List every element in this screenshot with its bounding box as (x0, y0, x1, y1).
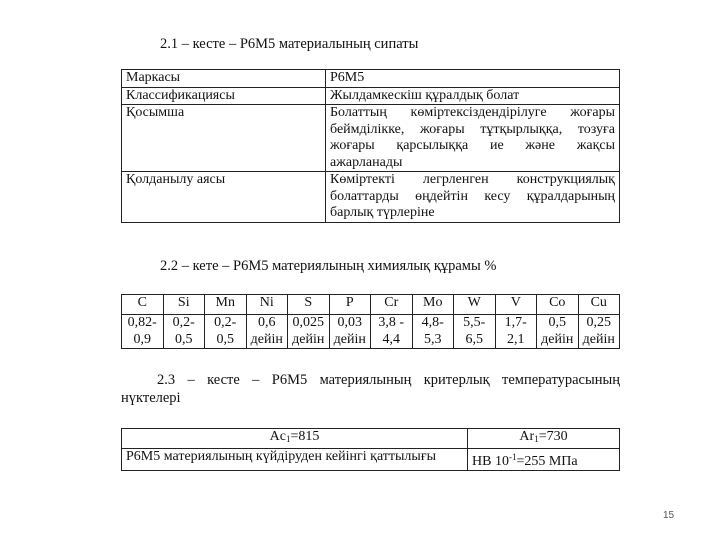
table-cell (454, 315, 496, 349)
header-cell: Mo (412, 295, 454, 315)
table-cell (326, 172, 620, 223)
cell-line: 2,1 (507, 331, 525, 347)
ar1-value: =730 (538, 429, 568, 444)
text-line: барлық түрлеріне (330, 205, 435, 220)
text-line: Болаттың көміртексіздендірілуге жоғары (330, 105, 615, 120)
header-cell: Cu (578, 295, 620, 315)
ac1-subscript: 1 (285, 434, 291, 444)
cell-line: 0,2- (172, 315, 195, 330)
cell-line: 5,3 (424, 331, 442, 347)
text-line: Көміртекті легрленген конструкциялық (330, 172, 615, 187)
table-cell (495, 315, 537, 349)
table-row (122, 448, 620, 471)
caption-line: 2.3 – кесте – Р6М5 материялының критерлық температурасының (157, 372, 620, 388)
cell-line: 0,25 (586, 315, 611, 330)
critical-temperature-table (121, 428, 620, 471)
header-cell: C (122, 295, 164, 315)
table-cell (329, 315, 371, 349)
table-row (122, 315, 620, 349)
cell-line: 0,2- (214, 315, 237, 330)
chemical-composition-table (121, 294, 620, 349)
table-cell (468, 448, 620, 471)
table-header-row (122, 295, 620, 315)
material-properties-table (121, 69, 620, 223)
header-cell: Ni (246, 295, 288, 315)
table-cell (326, 105, 620, 172)
table-cell (468, 429, 620, 449)
text-line: болаттарды өңдейтін кесу құралдарының (330, 188, 615, 204)
cell-line: 0,025 (292, 315, 324, 330)
cell-line: 3,8 - (378, 315, 405, 330)
table-cell: Классификациясы (122, 87, 326, 105)
table-row (122, 87, 620, 105)
cell-line: 5,5- (463, 315, 486, 330)
hardness-value: =255 МПа (516, 453, 578, 469)
cell-line: 0,82- (127, 315, 157, 330)
table-row (122, 172, 620, 223)
table-row (122, 105, 620, 172)
header-cell: Si (163, 295, 205, 315)
cell-line: дейін (292, 331, 325, 347)
text-line: беймділікке, жоғары тұтқырлыққа, тозуға (330, 121, 615, 137)
table-cell: Р6М5 (326, 70, 620, 88)
table-cell: Маркасы (122, 70, 326, 88)
cell-line: 0,5 (175, 331, 193, 347)
hardness-superscript: -1 (508, 451, 517, 462)
table-cell (288, 315, 330, 349)
table-row (122, 70, 620, 88)
hardness-prefix: HB 10 (472, 453, 509, 469)
table-cell: Қолданылу аясы (122, 172, 326, 223)
cell-line: дейін (333, 331, 366, 347)
header-cell: S (288, 295, 330, 315)
cell-line: дейін (250, 331, 283, 347)
page-number: 15 (663, 510, 675, 521)
table-cell (122, 429, 468, 449)
cell-line: дейін (582, 331, 615, 347)
table-cell (163, 315, 205, 349)
header-cell: Co (537, 295, 579, 315)
header-cell: Mn (205, 295, 247, 315)
table-cell: Р6М5 материялының күйдіруден кейінгі қаттылығы (122, 448, 468, 471)
cell-line: 6,5 (465, 331, 483, 347)
ac1-value: =815 (290, 429, 320, 444)
cell-line: 0,9 (133, 331, 151, 347)
cell-line: 4,8- (421, 315, 444, 330)
table-cell: Қосымша (122, 105, 326, 172)
cell-line: 1,7- (504, 315, 527, 330)
table-cell (246, 315, 288, 349)
table-cell (578, 315, 620, 349)
table1-caption: 2.1 – кесте – Р6М5 материалының сипаты (160, 36, 419, 52)
table-row (122, 429, 620, 449)
caption-line: нүктелері (121, 390, 181, 406)
cell-line: 4,4 (382, 331, 400, 347)
ar1-prefix: Ar (519, 429, 535, 444)
table-cell (122, 315, 164, 349)
table-cell (537, 315, 579, 349)
header-cell: Cr (371, 295, 413, 315)
cell-line: 0,5 (216, 331, 234, 347)
cell-line: 0,03 (337, 315, 362, 330)
header-cell: P (329, 295, 371, 315)
text-line: жоғары қарсылыққа ие және жақсы (330, 138, 615, 153)
text-line: ажарланады (330, 154, 403, 170)
cell-line: 0,6 (258, 315, 276, 330)
ac1-prefix: Ac (269, 429, 286, 444)
cell-line: дейін (541, 331, 574, 347)
table-cell (371, 315, 413, 349)
header-cell: V (495, 295, 537, 315)
table-cell: Жылдамкескіш құралдық болат (326, 87, 620, 105)
table2-caption: 2.2 – кете – Р6М5 материялының химиялық құрамы % (160, 258, 497, 274)
table-cell (412, 315, 454, 349)
table-cell (205, 315, 247, 349)
cell-line: 0,5 (548, 315, 566, 330)
table3-caption (121, 371, 620, 407)
header-cell: W (454, 295, 496, 315)
ar1-subscript: 1 (534, 434, 539, 444)
